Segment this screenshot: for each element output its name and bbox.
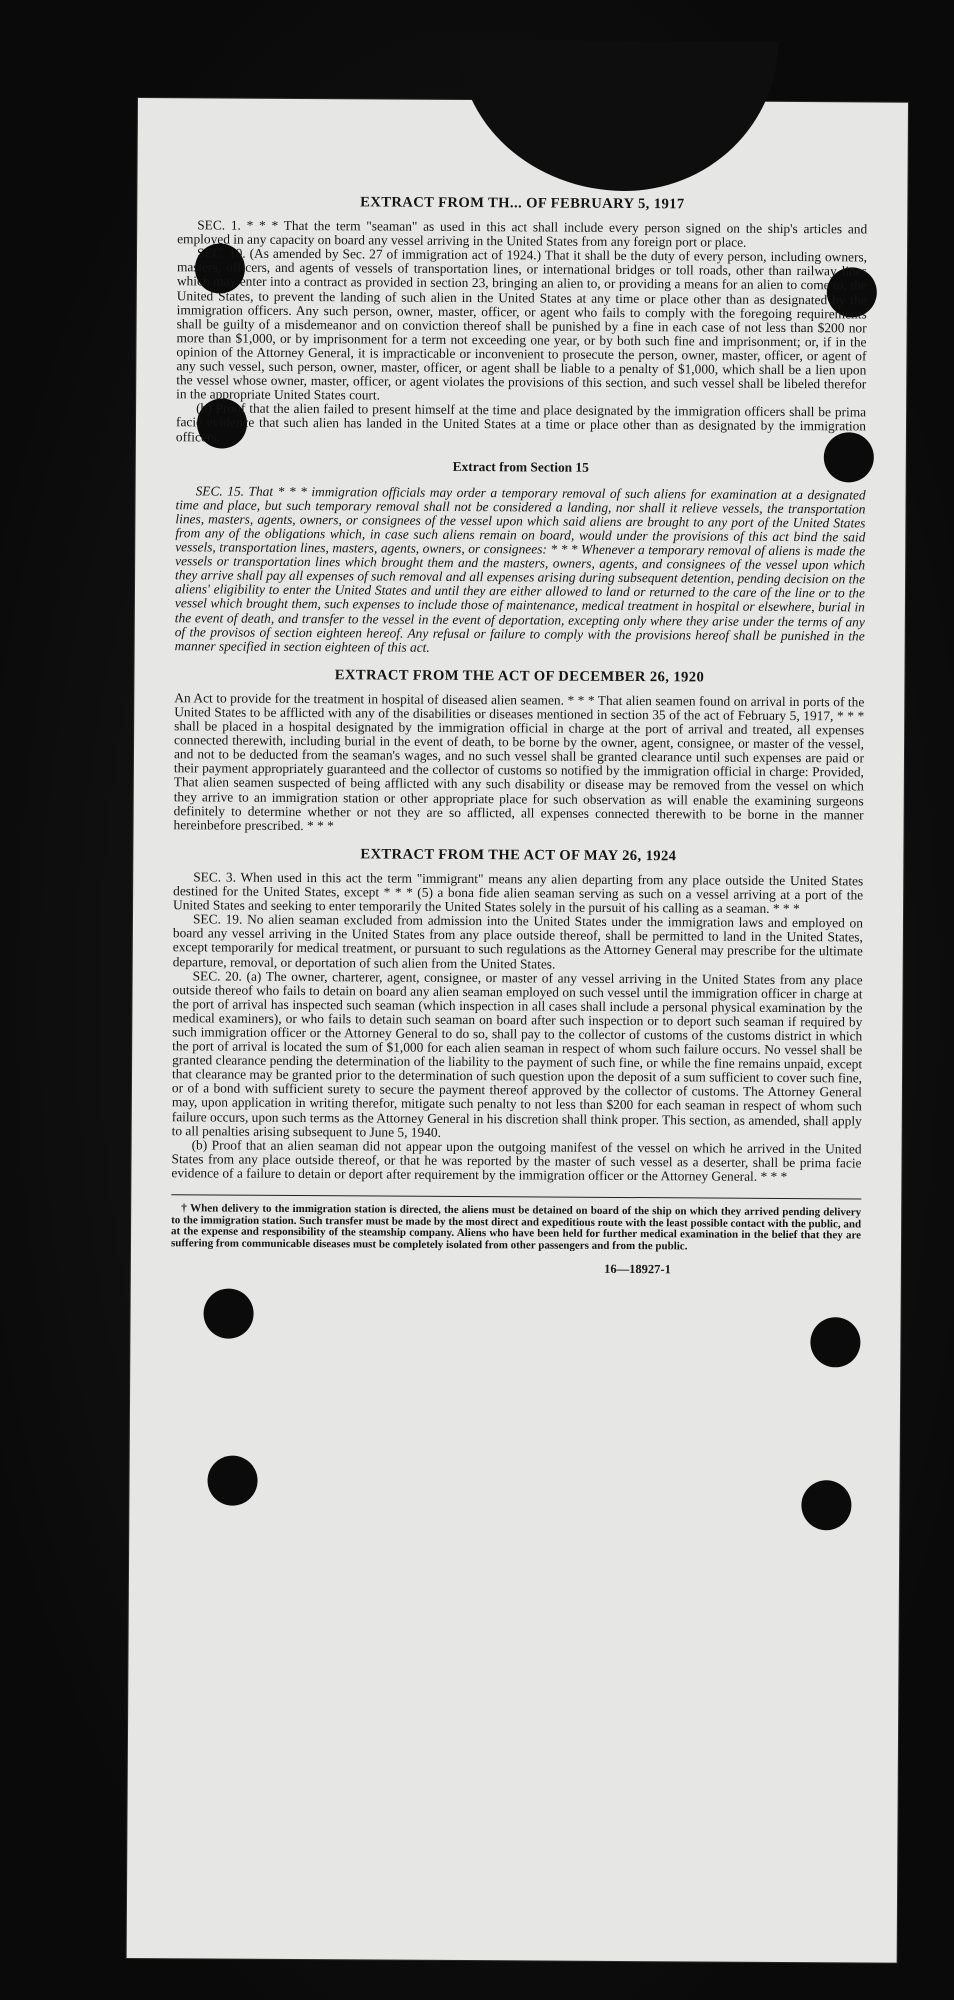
paragraph-act-1920: An Act to provide for the treatment in hospital of diseased alien seamen. * * * That alien seamen found on arrival in ports of the United States to be afflicted with any of the disabilities or diseases mentioned in section 35 of the act of February 5, 1917, * * * shall be placed in a hospital designated by the immigration official in charge at the port of arrival and treated, all expenses connected therewith, including burial in the event of death, to be borne by the owner, agent, consignee, or master of the vessel, and not to be deducted from the seaman's wages, and no such vessel shall be granted clearance until such expenses are paid or their payment appropriately guaranteed and the collector of customs so notified by the immigration official in charge: Provided, That alien seamen suspected of being afflicted with any such disability or disease may be removed from the vessel on which they arrive to an immigration station or other appropriate place for such observation as will enable the examining surgeons definitely to determine whether or not they are so afflicted, all expenses connected therewith to be borne in the manner hereinbefore prescribed. * * * — [173, 690, 865, 833]
subheading-section-15: Extract from Section 15 — [452, 458, 589, 475]
punch-hole-left-4 — [207, 1455, 257, 1505]
section-15 — [175, 484, 866, 657]
paragraph-sec-1: SEC. 1. * * * That the term "seaman" as used in this act shall include every person signed on the ship's articles and employed in any capacity on board any vessel arriving in the United States from any foreign port or place. — [177, 217, 868, 250]
document-body — [171, 194, 868, 1278]
paragraph-sec-15: SEC. 15. That * * * immigration officials may order a temporary removal of such aliens for examination at a designated time and place, but such temporary removal shall not be considered a landing, nor shall it relieve vessels, the transportation lines, masters, agents, owners, or consignees of the vessel upon which said aliens are brought to any port of the United States from any of the obligations which, in case such aliens remain on board, would under the provisions of this act bind the said vessels, transportation lines, masters, agents, owners, or consignees: * * * Whenever a temporary removal of aliens is made the vessels or transportation lines which brought them and the masters, owners, agents, and consignees of the vessel upon which they arrive shall pay all expenses of such removal and all expenses arising during subsequent detention, pending decision on the aliens' eligibility to enter the United States and until they are either allowed to land or returned to the care of the line or to the vessel which brought them, such expenses to include those of maintenance, medical treatment in hospital or elsewhere, burial in the event of death, and transfer to the vessel in the event of deportation, excepting only where they arise under the terms of any of the provisos of section eighteen hereof. Any refusal or failure to comply with the provisions hereof shall be punished in the manner specified in section eighteen of this act. — [174, 483, 866, 655]
heading-act-1917: EXTRACT FROM TH... OF FEBRUARY 5, 1917 — [360, 194, 685, 213]
heading-act-1920: EXTRACT FROM THE ACT OF DECEMBER 26, 1920 — [334, 667, 705, 686]
torn-corner — [457, 40, 778, 192]
paragraph-sec-10: SEC. 10. (As amended by Sec. 27 of immigration act of 1924.) That it shall be the duty of every person, including owners, masters, officers, and agents of vessels of transportation lines, or international bridges or toll roads, other than railway lines which may enter into a contract as provided in section 23, bringing an alien to, or providing a means for an alien to come to, the United States, to prevent the landing of such alien in the United States at any time or place other than as designated by the immigration officers. Any such person, owner, master, officer, or agent who fails to comply with the foregoing requirements shall be guilty of a misdemeanor and on conviction thereof shall be punished by a fine in each case of not less than $200 nor more than $1,000, or by imprisonment for a term not exceeding one year, or by both such fine and imprisonment; or, if in the opinion of the Attorney General, it is impracticable or inconvenient to prosecute the person, owner, master, officer, or agent of any such vessel, such person, owner, master, officer, or agent shall be liable to a penalty of $1,000, which shall be a lien upon the vessel whose owner, master, officer, or agent violates the provisions of this section, and such vessel shall be libeled therefor in the appropriate United States court. — [176, 245, 868, 403]
footnote-divider — [171, 1194, 861, 1199]
paragraph-sec-19: SEC. 19. No alien seaman excluded from admission into the United States under the immigration laws and employed on board any vessel arriving in the United States from any place outside thereof, shall be permitted to land in the United States, except temporarily for medical treatment, or pursuant to such regulations as the Attorney General may prescribe for the ultimate departure, removal, or deportation of such alien from the United States. — [172, 911, 864, 972]
punch-hole-right-3 — [810, 1317, 860, 1367]
paragraph-sec-20-b: (b) Proof that an alien seaman did not appear upon the outgoing manifest of the vessel on which he arrived in the United States from any place outside thereof, or that he was reported by the master of such vessel as a deserter, shall be prima facie evidence of a failure to detain or deport after requirement by the immigration officer or the Attorney General. * * * — [171, 1137, 862, 1184]
punch-hole-left-3 — [203, 1288, 253, 1338]
section-act-1917 — [176, 218, 867, 448]
section-act-1924 — [171, 870, 863, 1184]
footnote-text: † When delivery to the immigration station is directed, the aliens must be detained on board of the ship on which they arrived pending delivery to the immigration station. Such transfer must be made by the most direct and expeditious route with the least possible contact with the public, and at the expense and responsibility of the steamship company. Aliens who have been held for further medical examination in the belief that they are suffering from communicable diseases must be completely isolated from other passengers and from the public. — [170, 1202, 862, 1253]
footnote — [171, 1203, 861, 1254]
heading-act-1924: EXTRACT FROM THE ACT OF MAY 26, 1924 — [360, 846, 677, 865]
paragraph-sec-10-b: (b) Proof that the alien failed to present himself at the time and place designated by the immigration officers shall be prima facie evidence that such alien has landed in the United States at a time or place other than as designated by the immigration officers. — [175, 400, 867, 445]
paragraph-sec-3: SEC. 3. When used in this act the term "immigrant" means any alien departing from any place outside the United States destined for the United States, except * * * (5) a bona fide alien seaman serving as such on a vessel arriving at a port of the United States and seeking to enter temporarily the United States solely in the pursuit of his calling as a seaman. * * * — [173, 869, 864, 917]
section-act-1920 — [174, 691, 865, 836]
paragraph-sec-20-a: SEC. 20. (a) The owner, charterer, agent, consignee, or master of any vessel arriving in the United States from any place outside thereof who fails to detain on board any alien seaman employed on such vessel until the immigration officer in charge at the port of arrival has inspected such seaman (which inspection in all cases shall include a personal physical examination by the medical examiners), or who fails to detain such seaman on board after such inspection or to deport such seaman if required by such immigration officer or the Attorney General to do so, shall pay to the collector of customs of the customs district in which the port of arrival is located the sum of $1,000 for each alien seaman in respect of whom such failure occurs. No vessel shall be granted clearance pending the determination of the liability to the payment of such fine, or while the fine remains unpaid, except that clearance may be granted prior to the determination of such question upon the deposit of a sum sufficient to cover such fine, or of a bond with sufficient surety to secure the payment thereof approved by the collector of customs. The Attorney General may, upon application in writing therefor, mitigate such penalty to not less than $200 for each seaman in respect of whom such failure occurs, upon such terms as the Attorney General in his discretion shall think proper. This section, as amended, shall apply to all penalties arising subsequent to June 5, 1940. — [171, 967, 863, 1140]
document-page — [127, 98, 908, 1963]
punch-hole-right-4 — [801, 1480, 851, 1530]
form-number: 16—18927-1 — [604, 1262, 671, 1277]
